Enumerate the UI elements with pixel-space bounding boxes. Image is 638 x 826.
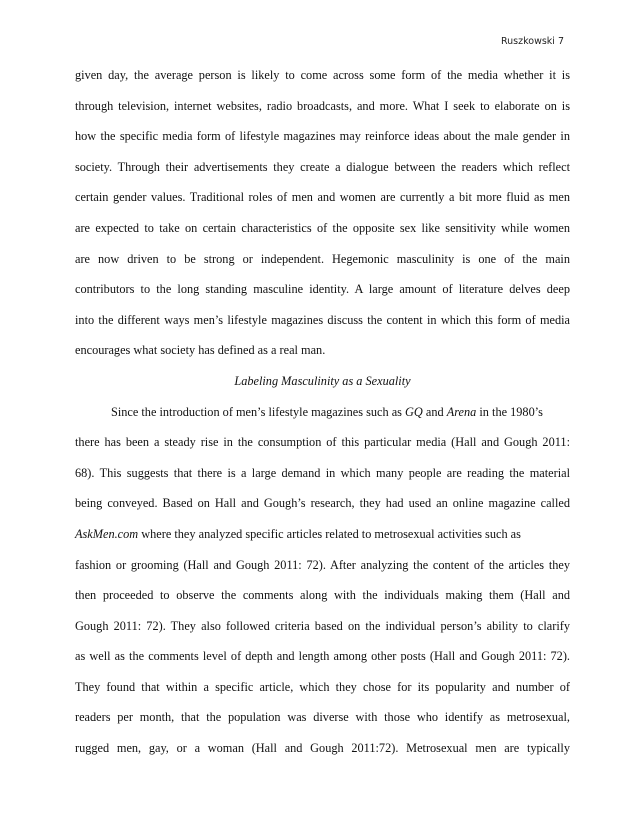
text-line: 68). This suggests that there is a large demand in which many people are reading the material — [75, 465, 570, 480]
paragraph-2 — [75, 397, 570, 764]
text-line: then proceeded to observe the comments along with the individuals making them (Hall and — [75, 588, 570, 603]
text-span: in the 1980’s — [476, 404, 543, 419]
text-line: as well as the comments level of depth and length among other posts (Hall and Gough 2011: 72). — [75, 649, 570, 664]
text-line: society. Through their advertisements they create a dialogue between the readers which reflect — [75, 159, 570, 174]
text-line: fashion or grooming (Hall and Gough 2011: 72). After analyzing the content of the articles they — [75, 557, 570, 572]
text-line: through television, internet websites, radio broadcasts, and more. What I seek to elaborate on is — [75, 98, 570, 113]
paragraph-1 — [75, 60, 570, 366]
document-body — [75, 60, 570, 764]
text-line: there has been a steady rise in the consumption of this particular media (Hall and Gough 2011: — [75, 435, 570, 450]
text-line: given day, the average person is likely to come across some form of the media whether it is — [75, 68, 570, 82]
text-span: Since the introduction of men’s lifestyle magazines such as — [111, 404, 406, 419]
text-line: are now driven to be strong or independent. Hegemonic masculinity is one of the main — [75, 251, 570, 266]
text-line — [75, 397, 570, 428]
text-span: where they analyzed specific articles related to metrosexual activities such as — [138, 526, 521, 541]
website-name: AskMen.com — [75, 526, 139, 541]
section-heading: Labeling Masculinity as a Sexuality — [234, 373, 411, 388]
text-line: certain gender values. Traditional roles of men and women are currently a bit more fluid as men — [75, 190, 570, 205]
text-line: are expected to take on certain characteristics of the opposite sex like sensitivity while women — [75, 220, 570, 235]
text-line: being conveyed. Based on Hall and Gough’s research, they had used an online magazine called — [75, 496, 570, 511]
running-head: Ruszkowski 7 — [500, 36, 564, 47]
text-line: Gough 2011: 72). They also followed criteria based on the individual person’s ability to clarify — [75, 618, 570, 633]
magazine-title-gq: GQ — [405, 404, 423, 419]
text-line: rugged men, gay, or a woman (Hall and Gough 2011:72). Metrosexual men are typically — [75, 741, 570, 756]
text-line: They found that within a specific article, which they chose for its popularity and number of — [75, 679, 570, 694]
text-span: and — [422, 404, 447, 419]
text-line — [75, 519, 570, 550]
magazine-title-arena: Arena — [446, 404, 477, 419]
text-line: into the different ways men’s lifestyle magazines discuss the content in which this form of media — [75, 312, 570, 327]
text-line: how the specific media form of lifestyle magazines may reinforce ideas about the male gender in — [75, 129, 570, 144]
text-line: encourages what society has defined as a real man. — [75, 343, 326, 358]
text-line: readers per month, that the population was diverse with those who identify as metrosexual, — [75, 710, 570, 725]
text-line: contributors to the long standing masculine identity. A large amount of literature delves deep — [75, 282, 570, 297]
